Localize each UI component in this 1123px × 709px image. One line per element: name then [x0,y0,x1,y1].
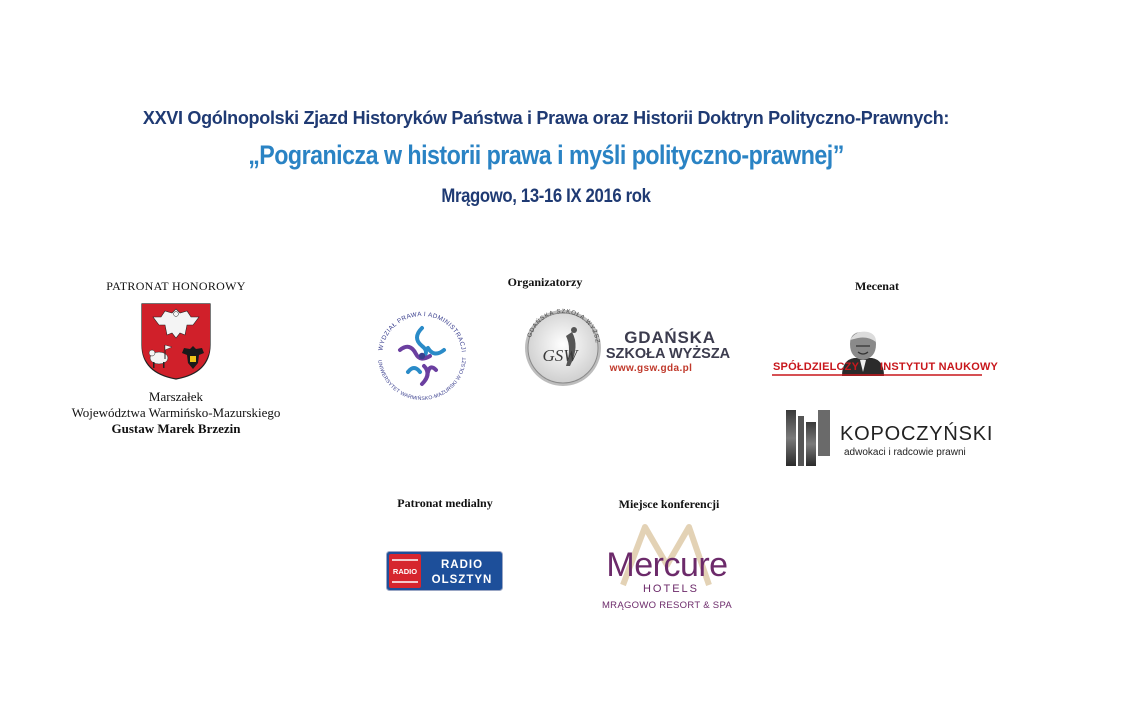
venue-label: Miejsce konferencji [618,497,720,511]
gsw-logo [520,306,735,388]
kopoczynski-logo [786,408,994,468]
honorary-title: Marszałek [148,389,204,404]
radio-name-line1: RADIO [440,559,484,571]
radio-name-line2: OLSZTYN [431,574,493,586]
kopoczynski-subtitle: adwokaci i radcowie prawni [844,447,966,458]
honorary-patronage-label: PATRONAT HONOROWY [106,279,246,293]
sin-logo [772,330,999,378]
patron-label: Mecenat [855,279,899,293]
media-patronage-label: Patronat medialny [397,496,493,510]
radio-icon-text: RADIO [392,567,418,576]
organizers-label: Organizatorzy [507,275,583,289]
honorary-person: Gustaw Marek Brzezin [111,421,241,436]
gsw-name-line1: GDAŃSKA [624,328,716,347]
gsw-monogram: GSW [542,346,578,365]
coat-of-arms-icon [141,303,211,380]
mercure-resort: MRĄGOWO RESORT & SPA [601,600,733,611]
gsw-url: www.gsw.gda.pl [609,363,693,374]
uwm-faculty-logo [368,306,476,406]
uwm-ring-bottom-text: UNIWERSYTET WARMIŃSKO-MAZURSKI W OLSZT [376,357,469,403]
conference-theme: „Pogranicza w historii prawa i myśli polityczno-prawnej” [248,140,844,170]
gsw-ring-text: GDAŃSKA SZKOŁA WYŻSZ [527,308,600,344]
conference-title: XXVI Ogólnopolski Zjazd Historyków Państwa i Prawa oraz Historii Doktryn Polityczno-Prawnych: [142,108,950,128]
honorary-region: Województwa Warmińsko-Mazurskiego [71,405,281,420]
mercure-hotels: HOTELS [642,583,700,595]
sin-right-text: INSTYTUT NAUKOWY [880,361,999,373]
gsw-name-line2: SZKOŁA WYŻSZA [605,346,731,362]
uwm-ring-top-text: WYDZIAŁ PRAWA I ADMINISTRACJI [377,310,467,353]
mercure-logo [585,521,755,613]
conference-place-date: Mrągowo, 13-16 IX 2016 rok [441,186,651,207]
radio-olsztyn-logo [386,551,503,591]
kopoczynski-name: KOPOCZYŃSKI [840,423,994,445]
mercure-brand: Mercure [606,546,728,584]
sin-left-text: SPÓŁDZIELCZY [773,361,860,373]
